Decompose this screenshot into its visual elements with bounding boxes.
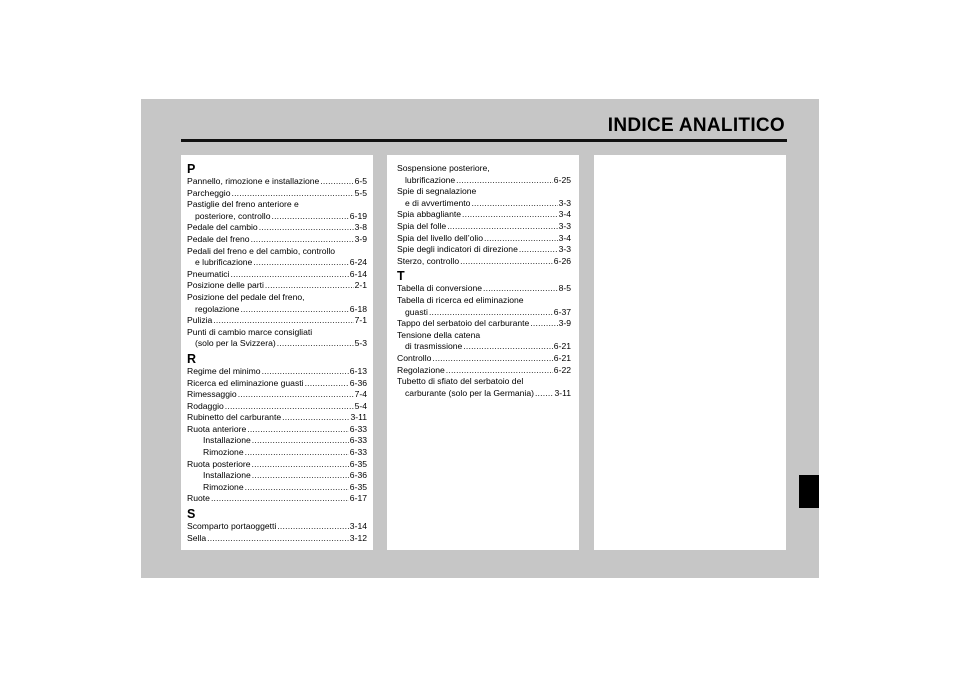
index-entry-page: 5-4 (354, 400, 367, 411)
index-entry (187, 378, 367, 390)
dot-leader (207, 533, 349, 545)
index-entry-text: Ruota anteriore (187, 423, 247, 434)
dot-leader (530, 318, 557, 330)
dot-leader (519, 244, 558, 256)
index-entry (187, 401, 367, 413)
index-entry-line: Tubetto di sfiato del serbatoio del (397, 376, 524, 387)
index-entry-text: carburante (solo per la Germania) (405, 387, 534, 398)
dot-leader (447, 221, 557, 233)
index-entry-page: 6-33 (349, 423, 367, 434)
header-rule (181, 139, 787, 142)
index-entry-page: 6-18 (349, 303, 367, 314)
index-entry-line: Spie di segnalazione (397, 186, 477, 197)
index-entry-text: Sella (187, 532, 207, 543)
dot-leader (471, 198, 557, 210)
index-entry-text: Pannello, rimozione e installazione (187, 176, 320, 186)
index-entry-text: lubrificazione (405, 174, 456, 185)
index-letter-heading: S (187, 507, 196, 522)
index-entry-text: Parcheggio (187, 187, 231, 198)
index-entry (187, 304, 367, 316)
index-entry-text: posteriore, controllo (195, 210, 271, 221)
index-entry-text: Pulizia (187, 315, 213, 326)
index-entry-text: Controllo (397, 352, 432, 363)
index-entry-page: 3-3 (558, 197, 571, 208)
index-entry-page: 3-11 (554, 387, 571, 398)
index-entry-page: 3-4 (558, 232, 571, 243)
index-entry-text: Scomparto portaoggetti (187, 521, 277, 532)
index-entry (187, 459, 367, 471)
dot-leader (211, 493, 349, 505)
index-entry-text: Rubinetto del carburante (187, 412, 282, 423)
index-entry (397, 221, 571, 233)
index-entry-page: 3-9 (558, 318, 571, 329)
index-entry (187, 338, 367, 350)
index-entry-text: (solo per la Svizzera) (195, 338, 276, 349)
dot-leader (252, 459, 349, 471)
dot-leader (252, 470, 349, 482)
index-entry-page: 6-19 (349, 210, 367, 221)
index-entry-text: Installazione (203, 470, 251, 481)
dot-leader (446, 365, 553, 377)
index-entry-page: 5-5 (354, 187, 367, 198)
index-entry (187, 222, 367, 234)
index-entry-page: 6-21 (553, 341, 571, 352)
index-entry-page: 8-5 (558, 283, 571, 294)
index-entry-page: 6-36 (349, 470, 367, 481)
index-entry-page: 6-26 (553, 255, 571, 266)
index-entry (397, 233, 571, 245)
index-entry-text: Regolazione (397, 364, 445, 375)
index-entry-text: Rimozione (203, 481, 244, 492)
index-entry-text: e lubrificazione (195, 257, 253, 268)
index-entry (397, 365, 571, 377)
index-entry-text: Spie degli indicatori di direzione (397, 244, 518, 255)
index-entry-text: Posizione delle parti (187, 280, 264, 291)
index-entry (187, 269, 367, 281)
index-entry-text: Tappo del serbatoio del carburante (397, 318, 530, 329)
index-entry (187, 280, 367, 292)
index-column-1 (181, 155, 373, 550)
index-entry (187, 412, 367, 424)
index-entry-line: Punti di cambio marce consigliati (187, 326, 313, 337)
index-entry (397, 283, 571, 295)
index-entry (187, 424, 367, 436)
index-letter-heading: R (187, 351, 197, 366)
index-column-3 (594, 155, 786, 550)
index-entry (397, 209, 571, 221)
index-entry (397, 388, 571, 400)
dot-leader (277, 521, 348, 533)
index-entry (397, 244, 571, 256)
index-entry-text: guasti (405, 306, 428, 317)
dot-leader (231, 188, 353, 200)
dot-leader (462, 209, 558, 221)
index-entry-page: 6-35 (349, 481, 367, 492)
index-entry-page: 6-33 (349, 435, 367, 446)
dot-leader (231, 269, 349, 281)
index-entry-text: Tabella di conversione (397, 283, 483, 294)
dot-leader (484, 233, 558, 245)
index-entry-text: Ruote (187, 493, 210, 504)
index-column-2 (387, 155, 579, 550)
index-entry-text: Ricerca ed eliminazione guasti (187, 377, 304, 388)
index-entry-page: 6-13 (349, 365, 367, 376)
index-entry-page: 5-3 (354, 338, 367, 349)
dot-leader (483, 283, 558, 295)
dot-leader (245, 447, 349, 459)
index-entry-line: Posizione del pedale del freno, (187, 291, 305, 302)
dot-leader (247, 424, 349, 436)
dot-leader (253, 257, 348, 269)
dot-leader (277, 338, 354, 350)
dot-leader (240, 304, 348, 316)
dot-leader (271, 211, 348, 223)
dot-leader (213, 315, 353, 327)
index-entry-text: Pedale del cambio (187, 222, 258, 233)
index-entry-page: 3-3 (558, 244, 571, 255)
index-entry (397, 341, 571, 353)
index-entry-page: 6-21 (553, 352, 571, 363)
index-entry-line: Pastiglie del freno anteriore e (187, 199, 299, 210)
index-entry-page: 7-1 (354, 315, 367, 326)
index-entry-text: Regime del minimo (187, 365, 261, 376)
index-entry (187, 366, 367, 378)
dot-leader (535, 388, 553, 400)
index-letter-heading: T (397, 269, 405, 284)
index-entry-line: Tensione della catena (397, 329, 481, 340)
dot-leader (265, 280, 354, 292)
index-entry (187, 482, 367, 494)
dot-leader (305, 378, 349, 390)
index-entry (187, 315, 367, 327)
dot-leader (245, 482, 349, 494)
index-entry-line: Sospensione posteriore, (397, 163, 490, 173)
index-entry-page: 3-11 (350, 412, 367, 423)
dot-leader (282, 412, 349, 424)
index-entry-page: 7-4 (354, 389, 367, 400)
dot-leader (320, 176, 353, 188)
dot-leader (456, 175, 553, 187)
index-entry-page: 6-33 (349, 447, 367, 458)
index-entry-text: Rodaggio (187, 400, 224, 411)
dot-leader (262, 366, 349, 378)
index-entry-page: 6-22 (553, 364, 571, 375)
dot-leader (432, 353, 552, 365)
dot-leader (238, 389, 354, 401)
index-entry-page: 6-17 (349, 493, 367, 504)
index-entry (187, 493, 367, 505)
index-entry-page: 6-14 (349, 268, 367, 279)
index-entry (397, 318, 571, 330)
section-tab (799, 475, 819, 508)
dot-leader (463, 341, 552, 353)
index-entry-page: 3-9 (354, 233, 367, 244)
index-entry-page: 3-14 (349, 521, 367, 532)
index-entry (187, 447, 367, 459)
index-entry-page: 6-36 (349, 377, 367, 388)
index-entry (187, 188, 367, 200)
index-entry (187, 533, 367, 545)
index-entry-page: 3-12 (349, 532, 367, 543)
index-entry-text: Spia del livello dell’olio (397, 232, 483, 243)
index-entry-text: Pedale del freno (187, 233, 250, 244)
index-entry (397, 256, 571, 268)
index-letter-heading: P (187, 162, 196, 176)
index-entry (397, 198, 571, 210)
index-entry-page: 6-35 (349, 458, 367, 469)
dot-leader (251, 234, 354, 246)
dot-leader (225, 401, 354, 413)
page-title: INDICE ANALITICO (607, 115, 785, 136)
dot-leader (259, 222, 354, 234)
index-entry-text: Ruota posteriore (187, 458, 251, 469)
index-entry (187, 435, 367, 447)
index-entry (187, 470, 367, 482)
index-entry-page: 3-4 (558, 209, 571, 220)
dot-leader (460, 256, 553, 268)
dot-leader (429, 307, 553, 319)
index-entry-page: 6-37 (553, 306, 571, 317)
index-entry (187, 211, 367, 223)
index-entry-page: 3-8 (354, 222, 367, 233)
index-entry-line: Tabella di ricerca ed eliminazione (397, 294, 524, 305)
index-entry-page: 3-3 (558, 220, 571, 231)
index-entry (187, 176, 367, 188)
index-entry (397, 307, 571, 319)
index-entry-page: 6-5 (354, 176, 367, 186)
index-entry-text: Spia del folle (397, 220, 447, 231)
index-entry (187, 389, 367, 401)
index-entry-text: di trasmissione (405, 341, 463, 352)
index-entry-page: 6-24 (349, 257, 367, 268)
index-entry (397, 175, 571, 187)
index-entry (397, 353, 571, 365)
index-entry-text: e di avvertimento (405, 197, 471, 208)
index-entry-text: Sterzo, controllo (397, 255, 460, 266)
index-entry (187, 521, 367, 533)
index-entry-line: Pedali del freno e del cambio, controllo (187, 245, 336, 256)
index-entry-text: regolazione (195, 303, 240, 314)
index-entry (187, 234, 367, 246)
index-entry-text: Rimozione (203, 447, 244, 458)
dot-leader (252, 435, 349, 447)
index-entry-page: 2-1 (354, 280, 367, 291)
index-entry-page: 6-25 (553, 174, 571, 185)
index-entry-text: Installazione (203, 435, 251, 446)
index-entry-text: Pneumatici (187, 268, 230, 279)
index-entry-text: Spia abbagliante (397, 209, 462, 220)
index-entry (187, 257, 367, 269)
index-entry-text: Rimessaggio (187, 389, 237, 400)
